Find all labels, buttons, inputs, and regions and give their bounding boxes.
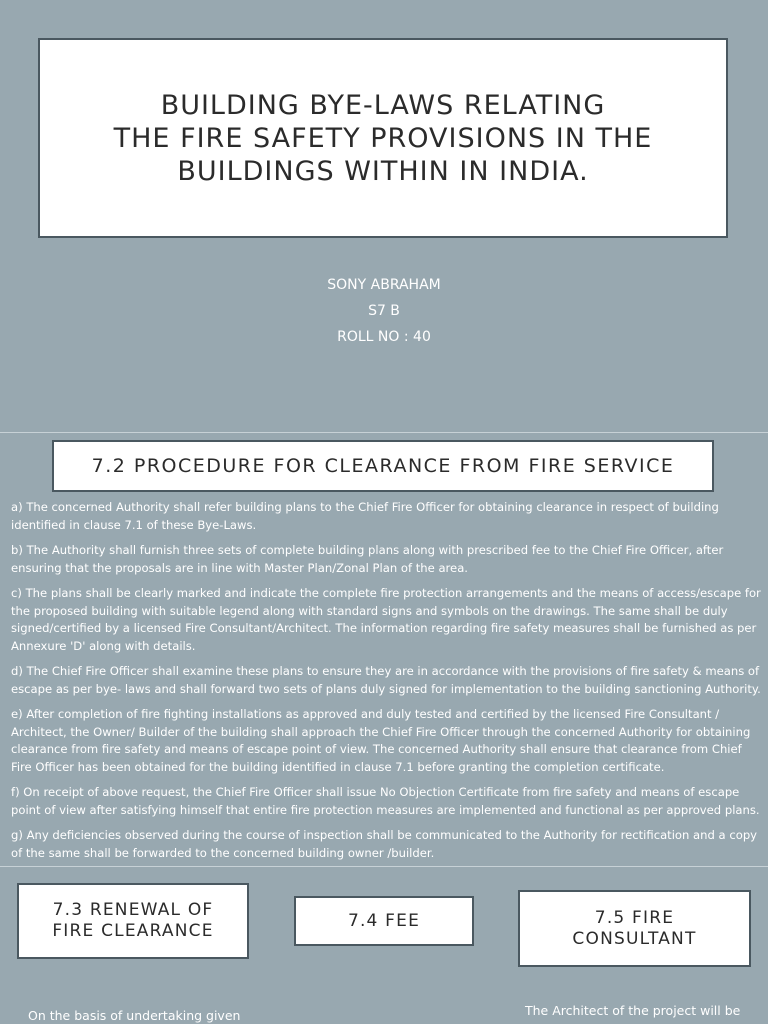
renewal-heading-line-1: 7.3 RENEWAL OF (52, 900, 214, 920)
procedure-item-b: b) The Authority shall furnish three sets of complete building plans along with prescribed fee to the Chief Fire Officer, after ensuring that the proposals are in line with Master Plan/Zonal Plan of the area. (11, 543, 724, 575)
procedure-item-c: c) The plans shall be clearly marked and indicate the complete fire protection arrangements and the means of access/escape for the proposed building with suitable legend along with standard signs and symbols on the drawings. The same shall be duly signed/certified by a licensed Fire Consultant/Architect. The information regarding fire safety measures shall be furnished as per Annexure 'D' along with details. (11, 586, 761, 653)
consultant-heading-box (518, 890, 751, 967)
author-class: S7 B (368, 303, 400, 319)
procedure-item-e: e) After completion of fire fighting installations as approved and duly tested and certified by the licensed Fire Consultant / Architect, the Owner/ Builder of the building shall approach the Chief Fire Officer through the concerned Authority for obtaining clearance from fire safety and means of escape point of view. The concerned Authority shall ensure that clearance from Chief Fire Officer has been obtained for the building identified in clause 7.1 before granting the completion certificate. (11, 707, 751, 774)
procedure-list (11, 499, 763, 866)
fee-heading-box (294, 896, 474, 946)
consultant-heading-line-2: CONSULTANT (572, 928, 697, 949)
fee-heading: 7.4 FEE (347, 910, 421, 931)
procedure-item-g: g) Any deficiencies observed during the course of inspection shall be communicated to the Authority for rectification and a copy of the same shall be forwarded to the concerned building owner /builder. (11, 828, 758, 860)
procedure-item-d: d) The Chief Fire Officer shall examine these plans to ensure they are in accordance with the provisions of fire safety & means of escape as per bye- laws and shall forward two sets of plans duly signed for implementation to the building sanctioning Authority. (11, 664, 761, 696)
renewal-body-text: On the basis of undertaking given (28, 1008, 241, 1023)
sections-slide (0, 867, 768, 1024)
title-box (38, 38, 728, 238)
author-name: SONY ABRAHAM (327, 277, 441, 293)
title-slide (0, 0, 768, 432)
title-line-2: THE FIRE SAFETY PROVISIONS IN THE (113, 122, 653, 154)
consultant-heading-line-1: 7.5 FIRE (594, 907, 675, 928)
section-heading-box (52, 440, 714, 492)
consultant-heading (572, 908, 696, 950)
procedure-item-f: f) On receipt of above request, the Chief Fire Officer shall issue No Objection Certificate from fire safety and means of escape point of view after satisfying himself that entire fire protection measures are implemented and functional as per approved plans. (11, 785, 760, 817)
author-roll-number: ROLL NO : 40 (337, 329, 431, 345)
title-line-3: BUILDINGS WITHIN IN INDIA. (177, 155, 589, 187)
procedure-slide (0, 433, 768, 866)
title-line-1: BUILDING BYE-LAWS RELATING (160, 89, 606, 121)
renewal-heading-box (17, 883, 249, 959)
renewal-heading-line-2: FIRE CLEARANCE (52, 921, 214, 941)
author-block (0, 274, 768, 352)
renewal-heading (52, 900, 213, 942)
page-title (114, 89, 653, 188)
procedure-item-a: a) The concerned Authority shall refer building plans to the Chief Fire Officer for obtaining clearance in respect of building identified in clause 7.1 of these Bye-Laws. (11, 500, 719, 532)
section-heading: 7.2 PROCEDURE FOR CLEARANCE FROM FIRE SERVICE (91, 455, 675, 477)
consultant-body-text: The Architect of the project will be (525, 1003, 741, 1018)
